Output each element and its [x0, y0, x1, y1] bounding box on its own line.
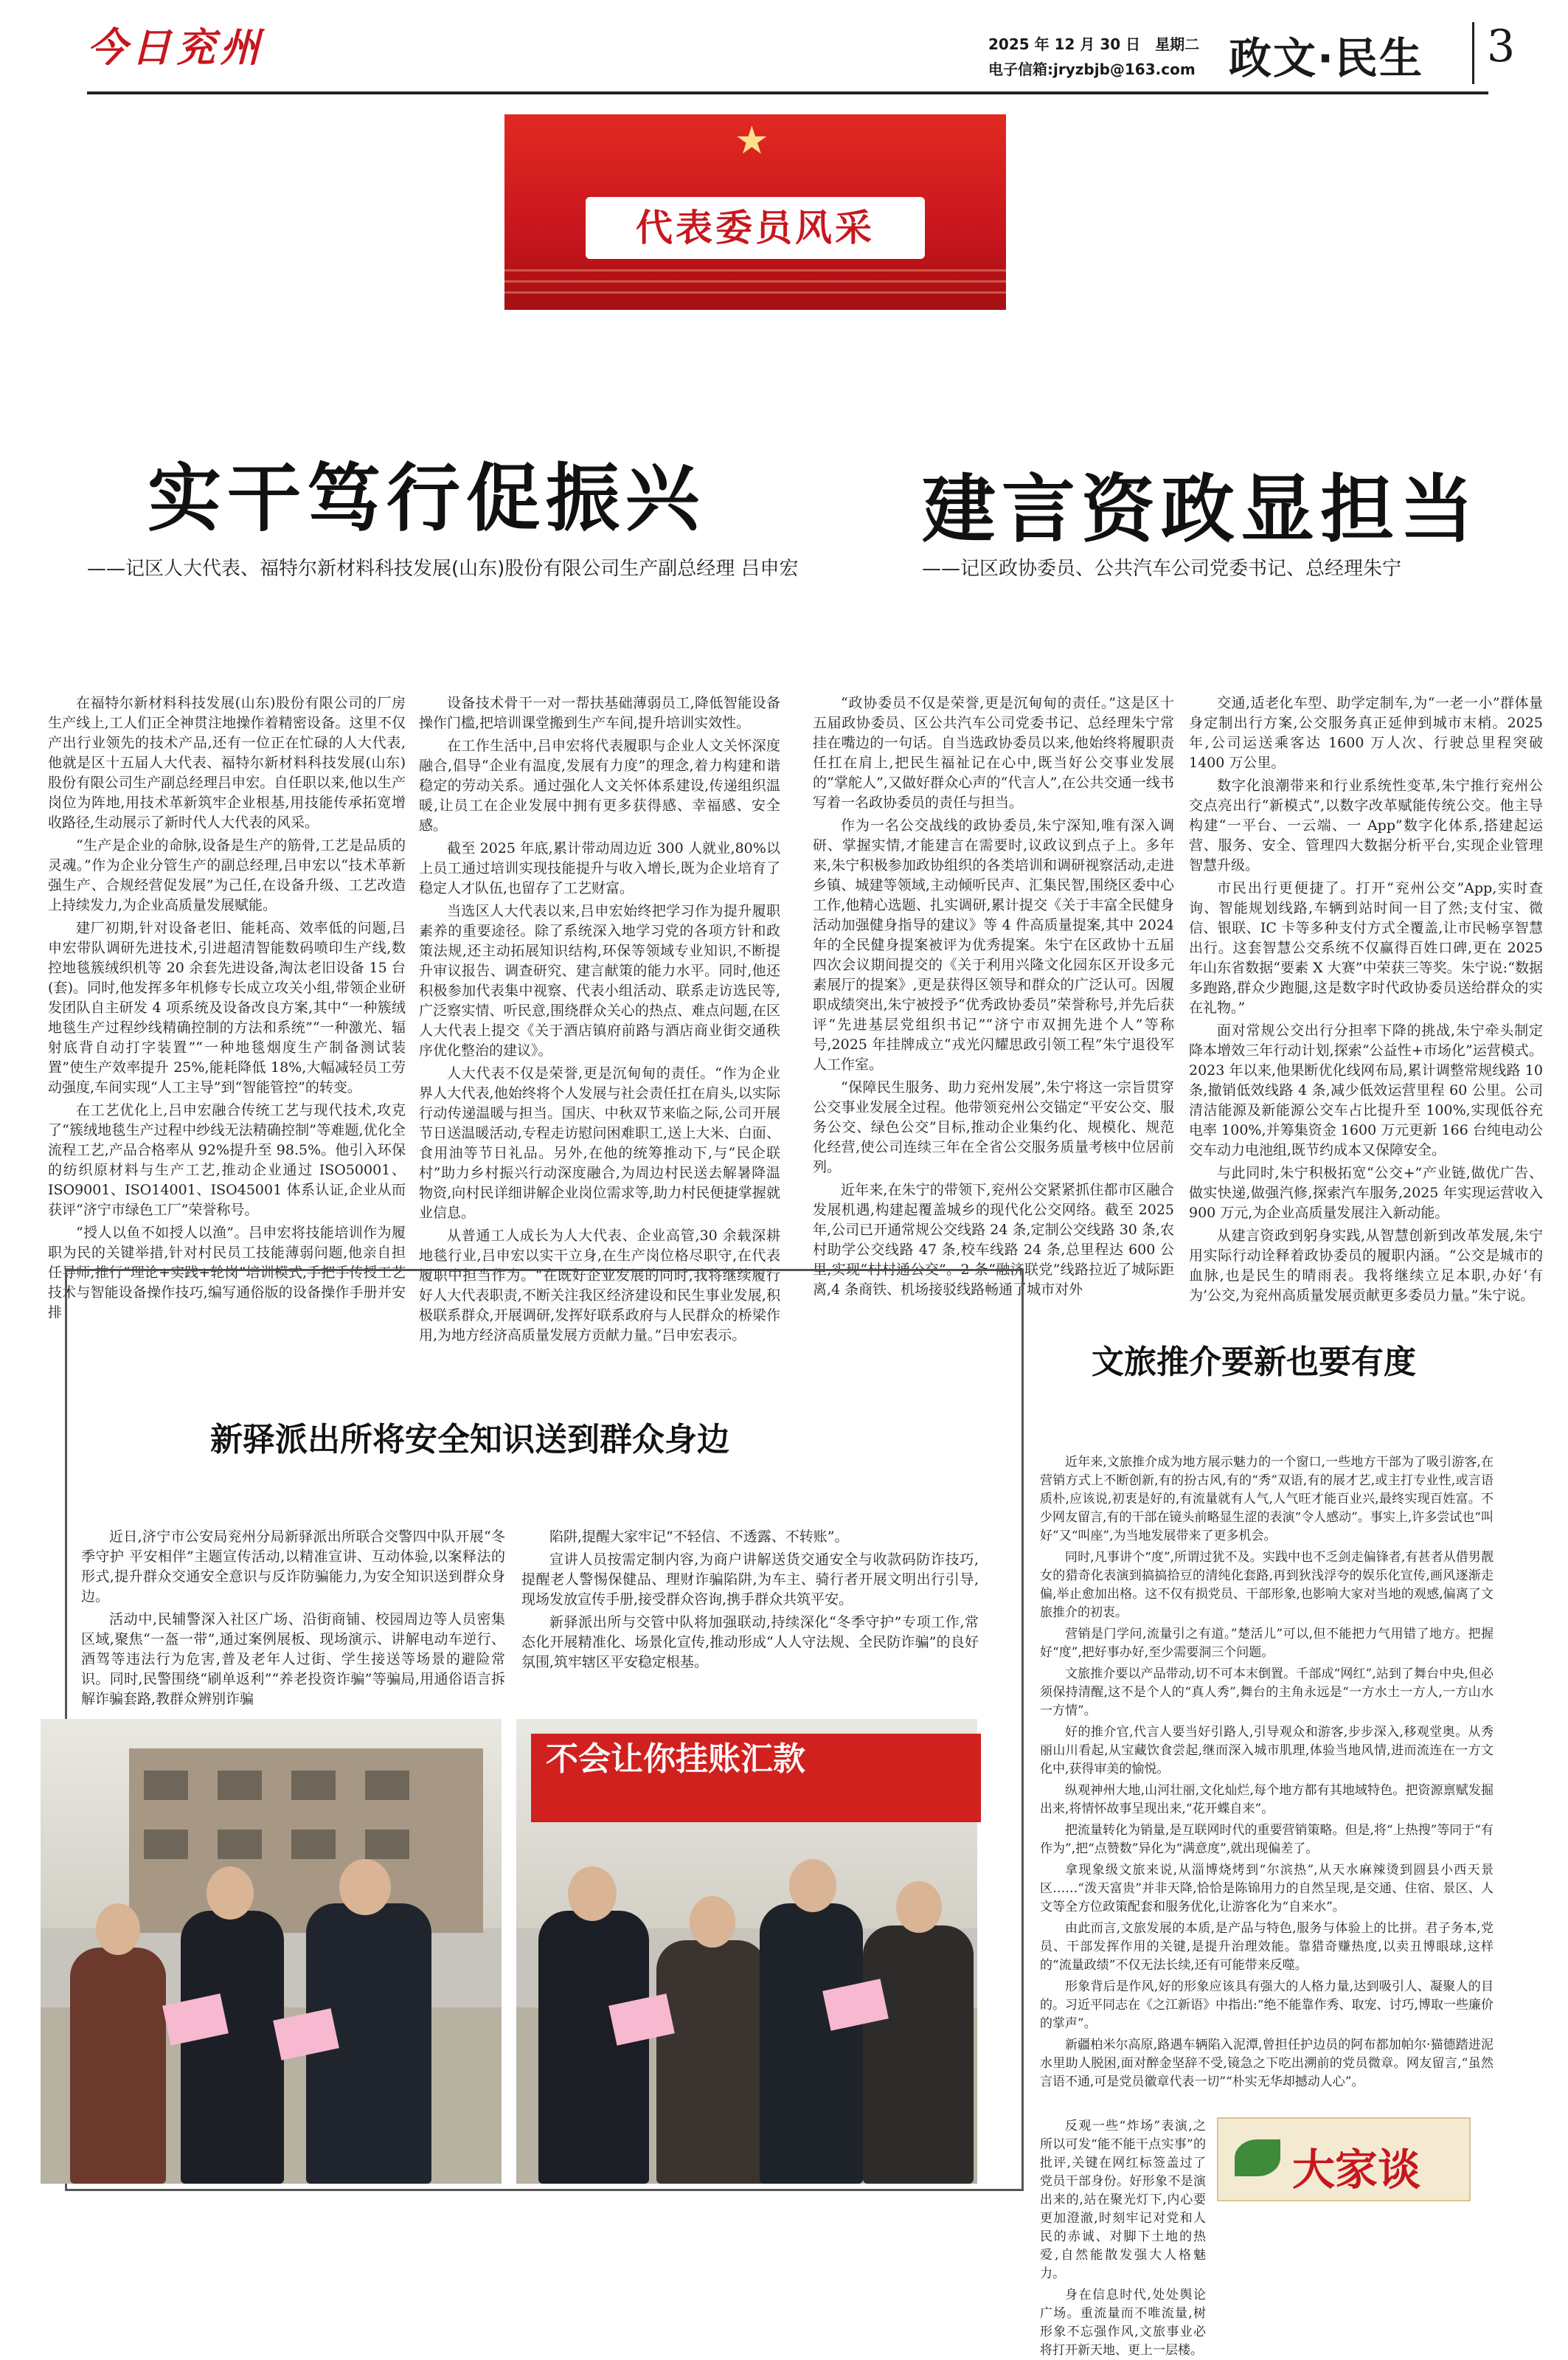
banner-stripe [504, 269, 1006, 271]
paragraph: 近年来,文旅推介成为地方展示魅力的一个窗口,一些地方干部为了吸引游客,在营销方式上不断创新,有的扮古风,有的“秀”双语,有的展才艺,或主打专业性,或言语质朴,应该说,初衷是好的,有流量就有人气,人气旺才能百业兴,最终实现百姓富。不少网友留言,有的干部在镜头前略显生涩的表演“令人感动”。事实上,许多尝试也“叫好”又“叫座”,为当地发展带来了更多机会。 [1040, 1455, 1494, 1543]
paragraph: 从普通工人成长为人大代表、企业高管,30 余载深耕地毯行业,吕申宏以实干立身,在生产岗位格尽职守,在代表履职中担当作为。“在既好企业发展的同时,我将继续履行好人大代表职责,不断关注我区经济建设和民生事业发展,积极联系群众,开展调研,发挥好联系政府与人民群众的桥梁作用,为地方经济高质量发展方贡献力量。”吕申宏表示。 [419, 1228, 780, 1343]
banner-stripe [504, 280, 1006, 283]
photo-building [129, 1748, 483, 1933]
paragraph: “授人以鱼不如授人以渔”。吕申宏将技能培训作为履职为民的关键举措,针对村民员工技能薄弱问题,他亲自担任导师,推行“理论+实践+轮岗”培训模式,手把手传授工艺技术与智能设备操作技巧,编写通俗版的设备操作手册并安排 [48, 1225, 406, 1321]
newspaper-logo: 今日兖州 [87, 24, 264, 71]
culture-story-tail [1040, 2117, 1206, 2358]
column-badge [1217, 2117, 1471, 2201]
paragraph: 面对常规公交出行分担率下降的挑战,朱宁牵头制定降本增效三年行动计划,探索“公益性+市场化”运营模式。2023 年以来,他果断优化线网布局,累计调整常规线路 10 条,撤销低效线路 4 条,减少低效运营里程 60 公里。公司清洁能源及新能源公交车占比提升至 100%,实现低谷充电率 100%,并筹集资金 1600 万元更新 166 台纯电动公交车动力电池组,既节约成本又保障安全。 [1189, 1022, 1543, 1158]
paragraph: 同时,凡事讲个“度”,所谓过犹不及。实践中也不乏剑走偏锋者,有甚者从借男靓女的猎奇化表演到搞搞拾豆的清纯化套路,再到狄浅浮夸的娱乐化宣传,画风逐渐走偏,举止愈加出格。这不仅有损党员、干部形象,也影响大家对当地的观感,偏离了文旅推介的初衷。 [1040, 1550, 1494, 1620]
paragraph: 市民出行更便捷了。打开“兖州公交”App,实时查询、智能规划线路,车辆到站时间一目了然;支付宝、微信、银联、IC 卡等多种支付方式全覆盖,让市民畅享智慧出行。这套智慧公交系统不仅赢得百姓口碑,更在 2025 年山东省数据“要素 X 大赛”中荣获三等奖。朱宁说:“数据多跑路,群众少跑腿,这是数字时代政协委员送给群众的实在礼物。” [1189, 880, 1543, 1016]
paragraph: 宣讲人员按需定制内容,为商户讲解送货交通安全与收款码防诈技巧,提醒老人警惕保健品、理财诈骗陷阱,为车主、骑行者开展文明出行引导,现场发放宣传手册,接受群众咨询,携手群众共筑平安。 [521, 1551, 979, 1608]
paragraph: 在工艺优化上,吕申宏融合传统工艺与现代技术,攻克了“簇绒地毯生产过程中纱线无法精确控制”等难题,优化全流程工艺,产品合格率从 92%提升至 98.5%。他引入环保的纺织原材料与生产工艺,推动企业通过 ISO50001、ISO9001、ISO14001、ISO45001 体系认证,企业从而获评“济宁市绿色工厂”荣誉称号。 [48, 1102, 406, 1218]
paragraph: 近日,济宁市公安局兖州分局新驿派出所联合交警四中队开展“冬季守护 平安相伴”主题宣传活动,以精准宣讲、互动体验,以案释法的形式,提升群众交通安全意识与反诈防骗能力,为安全知识送到群众身边。 [81, 1529, 505, 1605]
paragraph: 由此而言,文旅发展的本质,是产品与特色,服务与体验上的比拼。君子务本,党员、干部发挥作用的关键,是提升治理效能。靠猎奇赚热度,以卖丑博眼球,这样的“流量政绩”不仅无法长续,还有可能带来反噬。 [1040, 1921, 1494, 1973]
paragraph: 当选区人大代表以来,吕申宏始终把学习作为提升履职素养的重要途径。除了系统深入地学习党的各项方针和政策法规,还主动拓展知识结构,环保等领域专业知识,不断提升审议报告、调查研究、建言献策的能力水平。同时,他还积极参加代表集中视察、代表小组活动、联系走访选民等,广泛察实情、听民意,围绕群众关心的热点、难点问题,在区人大代表上提交《关于酒店镇府前路与酒店商业街交通秩序优化整治的建议》。 [419, 903, 780, 1059]
leaf-icon [1235, 2139, 1280, 2176]
police-photo-right [516, 1719, 977, 2184]
paragraph: 在工作生活中,吕申宏将代表履职与企业人文关怀深度融合,倡导“企业有温度,发展有力度”的理念,着力构建和谐稳定的劳动关系。通过强化人文关怀体系建设,传递组织温暖,让员工在企业发展中拥有更多获得感、幸福感、安全感。 [419, 738, 780, 834]
paragraph: 截至 2025 年底,累计带动周边近 300 人就业,80%以上员工通过培训实现技能提升与收入增长,既为企业培育了稳定人才队伍,也留存了工艺财富。 [419, 840, 780, 896]
person-villager [70, 1948, 166, 2184]
police-story-column-1 [81, 1527, 505, 1707]
paragraph: 形象背后是作风,好的形象应该具有强大的人格力量,达到吸引人、凝聚人的目的。习近平同志在《之江新语》中指出:“绝不能靠作秀、取宠、讨巧,博取一些廉价的掌声”。 [1040, 1979, 1494, 2031]
paragraph: 人大代表不仅是荣誉,更是沉甸甸的责任。“作为企业界人大代表,他始终将个人发展与社会责任扛在肩头,以实际行动传递温暖与担当。国庆、中秋双节来临之际,公司开展节日送温暖活动,专程走访慰问困难职工,送上大米、白面、食用油等节日礼品。另外,在他的统筹推动下,与“民企联村”助力乡村振兴行动深度融合,为周边村民送去解暑降温物资,向村民详细讲解企业岗位需求等,助力村民便捷掌握就业信息。 [419, 1065, 780, 1221]
left-story-column-1 [48, 693, 406, 1321]
paragraph: 数字化浪潮带来和行业系统性变革,朱宁推行兖州公交点亮出行“新模式”,以数字改革赋能传统公交。他主导构建“一平台、一云端、一 App”数字化体系,搭建起运营、服务、安全、管理四大数据分析平台,实现企业管理智慧升级。 [1189, 778, 1543, 873]
paragraph: 营销是门学问,流量引之有道。”楚活儿”可以,但不能把力气用错了地方。把握好“度”,把好事办好,至少需要洞三个问题。 [1040, 1627, 1494, 1660]
left-story-column-2 [419, 693, 780, 1343]
culture-story-title: 文旅推介要新也要有度 [1092, 1343, 1416, 1381]
campaign-banner: 不会让你挂账汇款 [531, 1734, 981, 1822]
paragraph: 作为一名公交战线的政协委员,朱宁深知,唯有深入调研、掌握实情,才能建言在需要时,议政议到点子上。多年来,朱宁积极参加政协组织的各类培训和调研视察活动,走进乡镇、城建等领域,主动倾听民声、汇集民智,围绕区委中心工作,他精心选题、扎实调研,累计提交《关于丰富全民健身活动加强健身指导的建议》等 4 件高质量提案,其中 2024 年的全民健身提案被评为优秀提案。朱宁在区政协十五届四次会议期间提交的《关于利用兴隆文化园东区开设多元素展厅的提案》,更是获得区领导和群众的广泛认可。因履职成绩突出,朱宁被授予“优秀政协委员”荣誉称号,并先后获评“先进基层党组织书记”“济宁市双拥先进个人”等称号,2025 年挂牌成立“戎光闪耀思政引领工程”朱宁退役军人工作室。 [813, 817, 1174, 1073]
right-story-column-1 [813, 693, 1174, 1298]
left-story-title: 实干笃行促振兴 [148, 455, 705, 541]
banner-stripe [504, 291, 1006, 294]
contact-email: 电子信箱:jryzbjb@163.com [988, 60, 1196, 78]
paragraph: 拿现象级文旅来说,从淄博烧烤到“尔滨热”,从天水麻辣烫到圆县小西天景区……“泼天富贵”并非天降,恰恰是陈锦用力的自然呈现,是交通、住宿、景区、人文等全方位政策配套和服务优化,让游客化为“自来水”。 [1040, 1863, 1494, 1914]
culture-story-body [1040, 1453, 1494, 2110]
paragraph: 新驿派出所与交管中队将加强联动,持续深化“冬季守护”专项工作,常态化开展精准化、场景化宣传,推动形成“人人守法规、全民防诈骗”的良好氛围,筑牢辖区平安稳定根基。 [521, 1614, 979, 1670]
paragraph: 文旅推介要以产品带动,切不可本末倒置。千部成“网红”,站到了舞台中央,但必须保持清醒,这不是个人的“真人秀”,舞台的主角永远是“一方水土一方人,一方山水一方情”。 [1040, 1667, 1494, 1718]
paragraph: 陷阱,提醒大家牢记“不轻信、不透露、不转账”。 [549, 1529, 849, 1545]
right-story-subtitle: ——记区政协委员、公共汽车公司党委书记、总经理朱宁 [922, 558, 1402, 580]
paragraph: 与此同时,朱宁积极拓宽“公交+”产业链,做优广告、做实快递,做强汽修,探索汽车服务,2025 年实现运营收入 900 万元,为企业高质量发展注入新动能。 [1189, 1165, 1543, 1221]
right-story-column-2 [1189, 693, 1543, 1304]
paragraph: “保障民生服务、助力兖州发展”,朱宁将这一宗旨贯穿公交事业发展全过程。他带领兖州公交锚定“平安公交、服务公交、绿色公交”目标,推动企业集约化、规模化、规范化经营,使公司连续三年在全省公交服务质量考核中位居前列。 [813, 1079, 1174, 1175]
paragraph: 新疆柏米尔高原,路遇车辆陷入泥潭,曾担任护边员的阿布都加帕尔·猫德踏进泥水里助人脱困,面对醉金坚辞不受,镜急之下吃出溯前的党员微章。网友留言,“虽然言语不通,可是党员徽章代表一切”“朴实无华却撼动人心”。 [1040, 2038, 1494, 2089]
masthead-divider [1472, 22, 1474, 84]
paragraph: 设备技术骨干一对一帮扶基础薄弱员工,降低智能设备操作门槛,把培训课堂搬到生产车间,提升培训实效性。 [419, 695, 780, 731]
paragraph: 把流量转化为销量,是互联网时代的重要营销策略。但是,将“上热搜”等同于“有作为”,把“点赞数”异化为“满意度”,就出现偏差了。 [1040, 1823, 1494, 1856]
person-villager [863, 1925, 974, 2184]
police-story-column-2 [521, 1527, 979, 1697]
paragraph: 交通,适老化车型、助学定制车,为“一老一小”群体量身定制出行方案,公交服务真正延伸到城市末梢。2025 年,公司运送乘客达 1600 万人次、行驶总里程突破 1400 万公里。 [1189, 695, 1543, 771]
police-story-title: 新驿派出所将安全知识送到群众身边 [210, 1421, 729, 1458]
police-photo-left [41, 1719, 502, 2184]
paragraph: 在福特尔新材料科技发展(山东)股份有限公司的厂房生产线上,工人们正全神贯注地操作着精密设备。这里不仅产出行业领先的技术产品,还有一位正在忙碌的人大代表,他就是区十五届人大代表、福特尔新材料科技发展(山东)股份有限公司生产副总经理吕申宏。自任职以来,他以生产岗位为阵地,用技术革新筑牢企业根基,用技能传承拓宽增收路径,生动展示了新时代人大代表的风采。 [48, 695, 406, 831]
person-officer [538, 1911, 649, 2184]
paragraph: “政协委员不仅是荣誉,更是沉甸甸的责任。”这是区十五届政协委员、区公共汽车公司党委书记、总经理朱宁常挂在嘴边的一句话。自当选政协委员以来,他始终将履职责任扛在肩上,把民生福祉记在心中,既当好公交事业发展的“掌舵人”,又做好群众心声的“代言人”,在公共交通一线书写着一名政协委员的责任与担当。 [813, 695, 1174, 811]
person-villager [656, 1940, 767, 2184]
section-title: 政文·民生 [1229, 33, 1424, 83]
paragraph: 纵观神州大地,山河壮丽,文化灿烂,每个地方都有其地域特色。把资源禀赋发掘出来,将情怀故事呈现出来,“花开蝶自来”。 [1040, 1783, 1494, 1816]
page-number: 3 [1487, 21, 1516, 72]
banner-label: 代表委员风采 [586, 197, 925, 259]
person-officer [181, 1911, 284, 2184]
paragraph: 反观一些“炸场”表演,之所以可发“能不能干点实事”的批评,关键在网红标签盖过了党员干部身份。好形象不是演出来的,站在聚光灯下,内心要更加澄澈,时刻牢记对党和人民的赤诚、对脚下土地的热爱,自然能散发强大人格魅力。 [1040, 2119, 1206, 2281]
badge-label: 大家谈 [1292, 2145, 1421, 2195]
paragraph: 近年来,在朱宁的带领下,兖州公交紧紧抓住都市区融合发展机遇,构建起覆盖城乡的现代化公交网络。截至 2025 年,公司已开通常规公交线路 24 条,定制公交线路 30 条,农村助学公交线路 47 条,校车线路 24 条,总里程达 600 公里,实现“村村通公交”。2 条“融济联党”线路拉近了城际距离,4 条商铁、机场接驳线路畅通了城市对外 [813, 1182, 1174, 1298]
column-banner [504, 114, 1006, 310]
paragraph: 建厂初期,针对设备老旧、能耗高、效率低的问题,吕申宏带队调研先进技术,引进超清智能数码喷印生产线,数控地毯簇绒织机等 20 余套先进设备,淘汰老旧设备 15 台(套)。同时,他发挥多年机修专长成立攻关小组,带领企业研发团队自主研发 4 项系统及设备改良方案,其中“一种簇绒地毯生产过程纱线精确控制的方法和系统”“一种激光、辐射底背自动打字装置”“一种地毯烟度生产制备测试装置”使生产效率提升 25%,能耗降低 18%,大幅减轻员工劳动强度,车间实现“人工主导”到“智能管控”的转变。 [48, 920, 406, 1096]
masthead-rule [87, 91, 1488, 94]
issue-date: 2025 年 12 月 30 日 星期二 [988, 35, 1200, 53]
paragraph: “生产是企业的命脉,设备是生产的筋骨,工艺是品质的灵魂。”作为企业分管生产的副总经理,吕申宏以“技术革新强生产、合规经营促发展”为己任,在设备升级、工艺改造上持续发力,为企业高质量发展赋能。 [48, 837, 406, 913]
paragraph: 从建言资政到躬身实践,从智慧创新到改革发展,朱宁用实际行动诠释着政协委员的履职内涵。“公交是城市的血脉,也是民生的晴雨表。我将继续立足本职,办好‘有为’公交,为兖州高质量发展贡献更多委员力量。”朱宁说。 [1189, 1228, 1543, 1304]
left-story-subtitle: ——记区人大代表、福特尔新材料科技发展(山东)股份有限公司生产副总经理 吕申宏 [87, 558, 799, 580]
paragraph: 身在信息时代,处处舆论广场。重流量而不唯流量,树形象不忘强作风,文旅事业必将打开新天地、更上一层楼。 [1040, 2288, 1206, 2358]
paragraph: 活动中,民辅警深入社区广场、沿街商铺、校园周边等人员密集区域,聚焦“一盔一带”,通过案例展板、现场演示、讲解电动车逆行、酒驾等违法行为危害,普及老年人过街、学生接送等场景的避险常识。同时,民警围绕“刷单返利”“养老投资诈骗”等骗局,用通俗语言拆解诈骗套路,教群众辨别诈骗 [81, 1611, 505, 1707]
right-story-title: 建言资政显担当 [922, 466, 1479, 553]
person-traffic-officer [760, 1903, 863, 2184]
star-icon: ★ [735, 119, 769, 163]
paragraph: 好的推介官,代言人要当好引路人,引导观众和游客,步步深入,移观堂奥。从秀丽山川看起,从宝藏饮食尝起,继而深入城市肌理,体验当地风情,进而流连在一方文化中,获得审美的愉悦。 [1040, 1725, 1494, 1776]
